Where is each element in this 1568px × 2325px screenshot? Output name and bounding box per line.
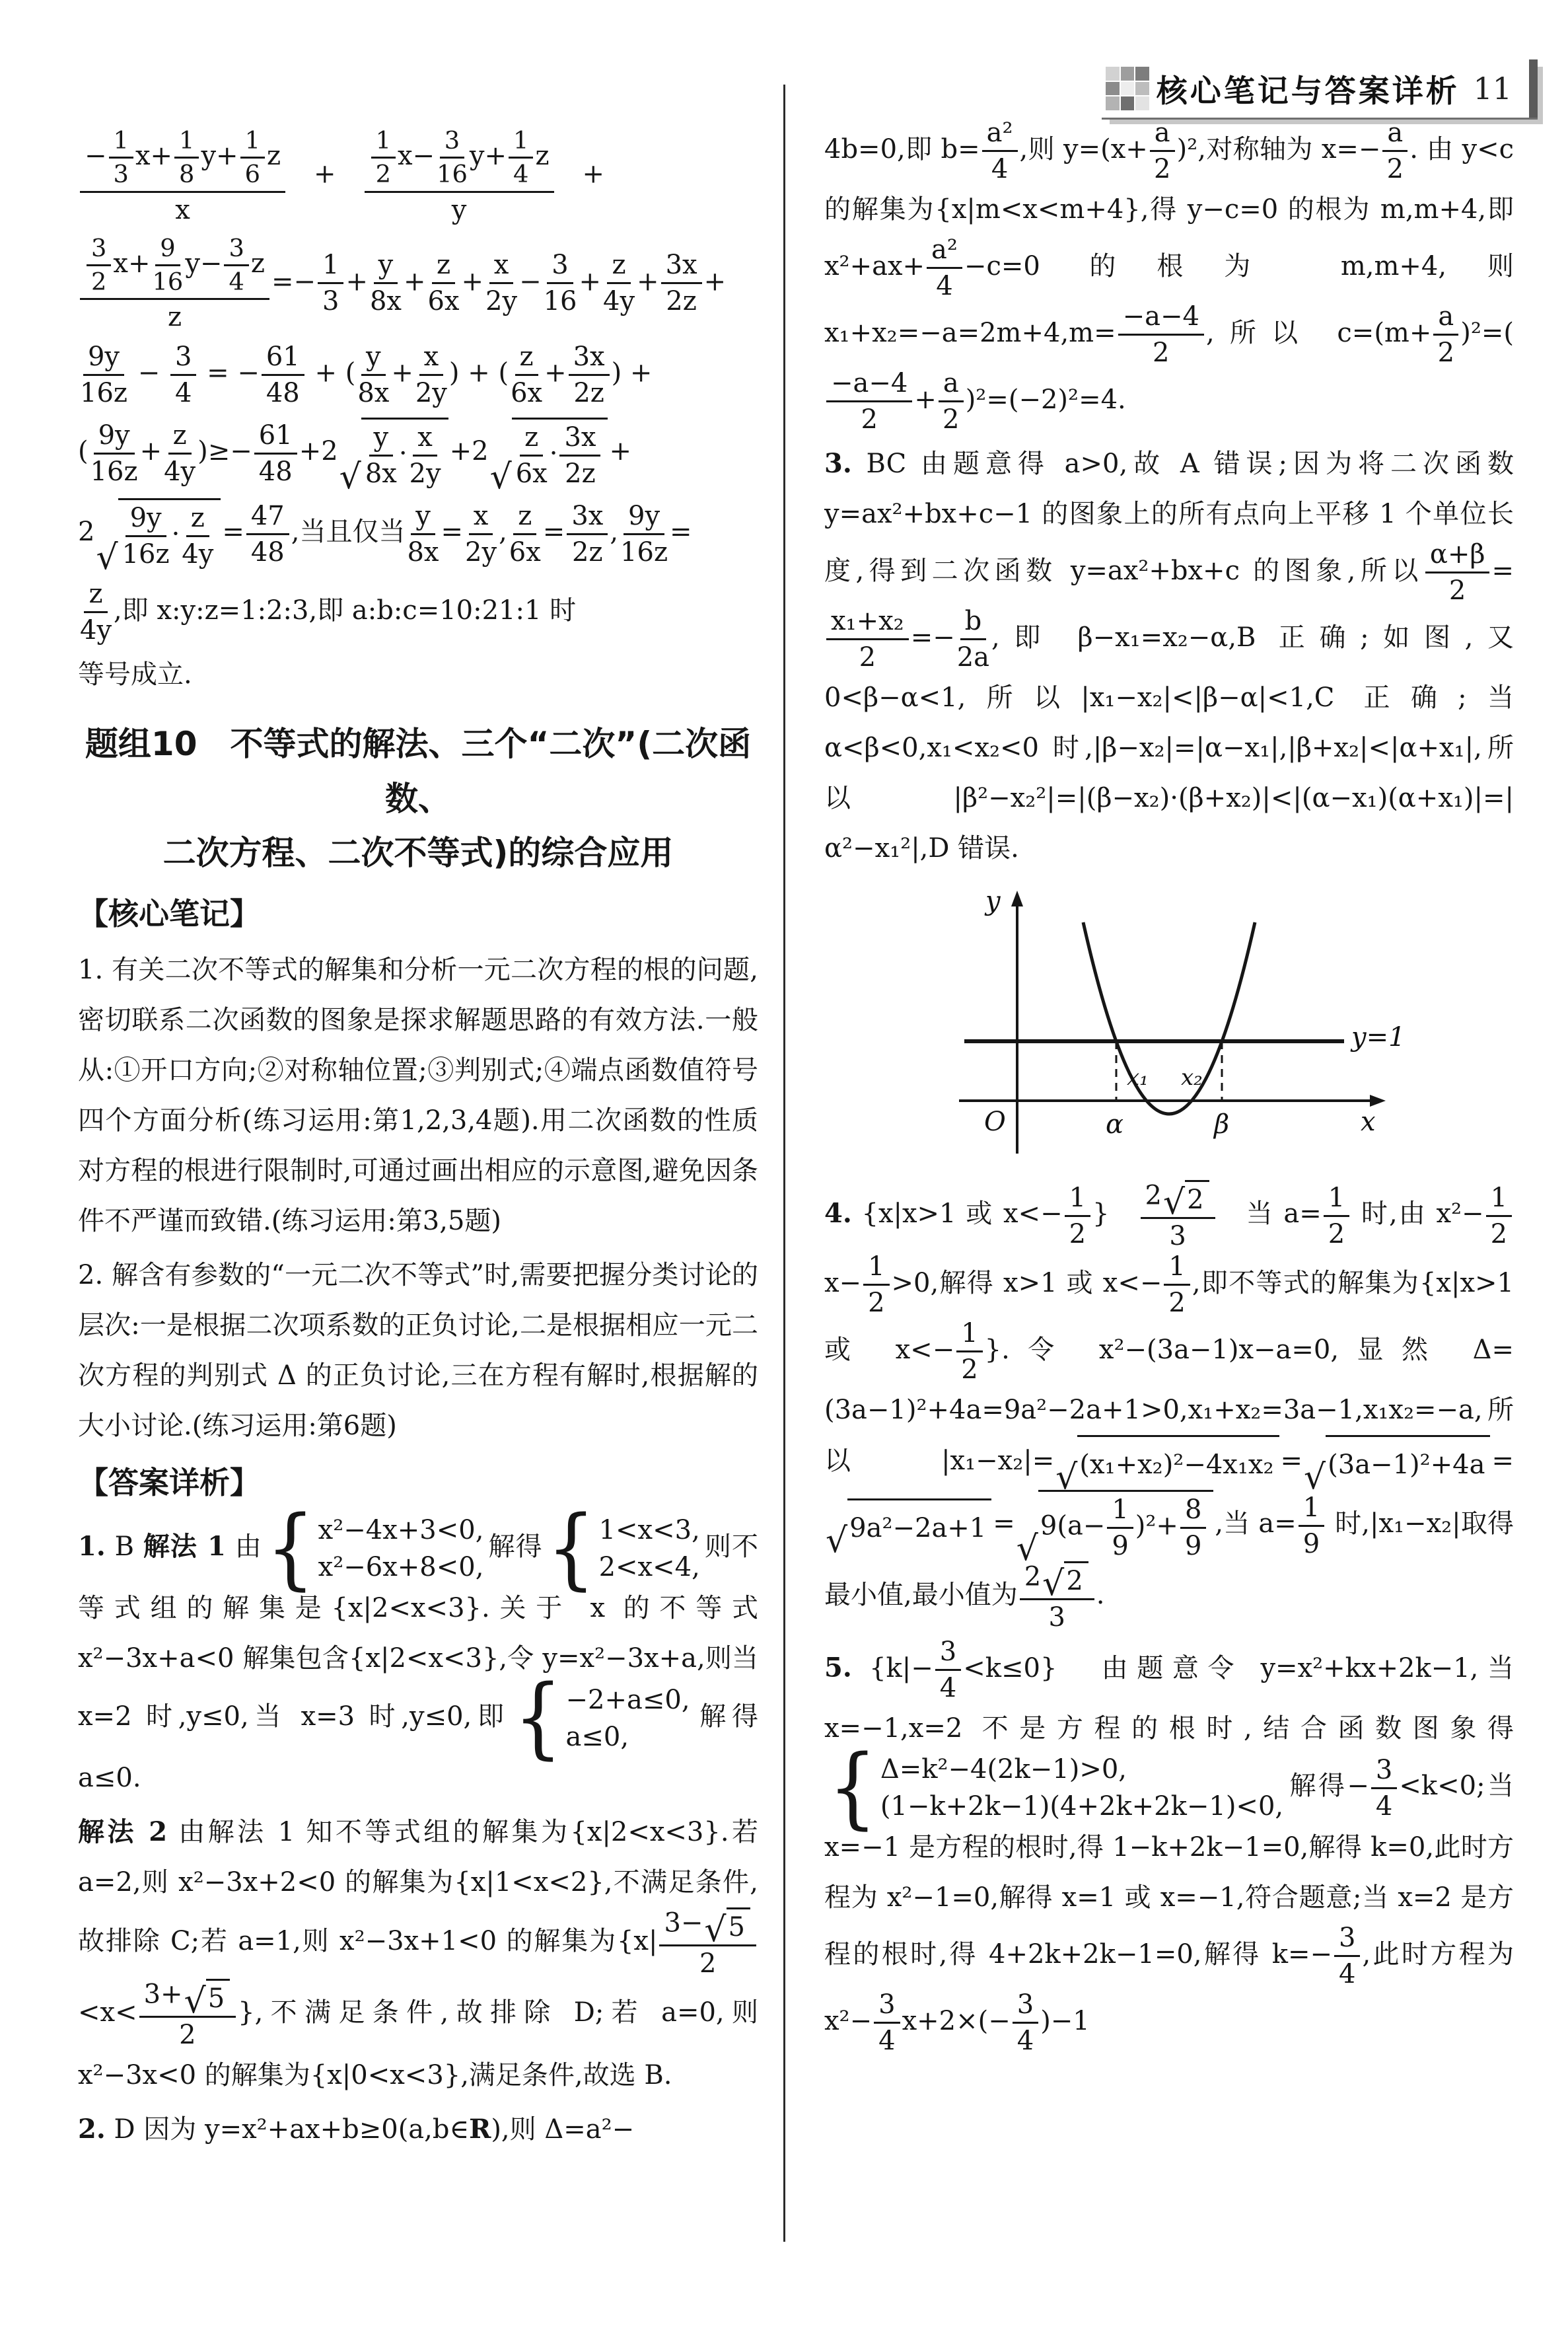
text-run: 由解法 1 知不等式组的解集为{x|2<x<3}.若 a=2,则 x²−3x+2<0 的解集为{x|1<x<2},不满足条件,故排除 C;若 a=1,则 x²−3x+1<0 的解集为{x| 3− √ 5 2 <x< 3+ √ 5 2 },不满足条件,故排除 D;若 a=0,则 x²−3x<0 的解集为{x|0<x<3},满足条件,故选 B. xyxy=(78,1816,758,2090)
left-column xyxy=(78,118,758,2159)
paragraph xyxy=(78,1250,758,1451)
section-heading: 题组10 不等式的解法、三个“二次”(二次函数、 二次方程、二次不等式)的综合应用 xyxy=(85,725,752,873)
label-x2: x₂ xyxy=(1181,1064,1203,1091)
text-run: 1. 有关二次不等式的解集和分析一元二次方程的根的问题,密切联系二次函数的图象是探求解题思路的有效方法.一般从:①开口方向;②对称轴位置;③判别式;④端点函数值符号四个方面分析(练习运用:第1,2,3,4题).用二次函数的性质对方程的根进行限制时,可通过画出相应的示意图,避免因条件不严谨而致错.(练习运用:第3,5题) xyxy=(78,955,758,1237)
text-run: B xyxy=(105,1532,143,1563)
bold-run: R xyxy=(469,2113,491,2145)
subsection-label: 【答案详析】 xyxy=(78,1465,260,1501)
text-run: 4b=0,即 b= $\frac{\text{a²}}{4}$ ,则 y=(x+ $\frac{a}{2}$ )²,对称轴为 x=− $\frac{a}{2}$ . 由 y<c 的解集为{x|m<x<m+4},得 y−c=0 的根为 m,m+4,即 x²+ax+ $\frac{\text{a²}}{4}$ −c=0 的根为 m,m+4,则 x₁+x₂=−a=2m+4,m= $\frac{-a-4}{2}$ ,所以 c=(m+ $\frac{a}{2}$ )²=( $\frac{-a-4}{2}$ + $\frac{a}{2}$ )²=(−2)²=4. xyxy=(824,118,1514,435)
text-run: BC 由题意得 a>0,故 A 错误;因为将二次函数 y=ax²+bx+c−1 的图象上的所有点向上平移 1 个单位长度,得到二次函数 y=ax²+bx+c 的图象,所以 $\frac{\alpha+\beta}{2}$ = $\frac{\text{x₁+x₂}}{2}$ =− $\frac{b}{2a}$ ,即 β−x₁=x₂−α,B 正确;如图,又 0<β−α<1,所以|x₁−x₂|<|β−α|<1,C 正确;当 α<β<0,x₁<x₂<0 时,|β−x₂|=|α−x₁|,|β+x₂|<|α+x₁|,所以|β²−x₂²|=|(β−x₂)·(β+x₂)|<|(α−x₁)(α+x₁)|=|α²−x₁²|,D 错误. xyxy=(824,449,1514,864)
label-line-y1: y=1 xyxy=(1351,1022,1406,1052)
page-header xyxy=(1102,59,1538,120)
paragraph xyxy=(824,439,1514,873)
bold-run: 5. xyxy=(824,1652,852,1683)
paragraph xyxy=(824,1637,1514,2056)
text-run: $\frac{z}{4y}$ ,即 x:y:z=1:2:3,即 a:b:c=10:21:1 时 xyxy=(80,579,577,646)
bold-run: 4. xyxy=(824,1198,852,1229)
header-end-bar xyxy=(1529,59,1538,118)
paragraph xyxy=(78,945,758,1246)
page-number: 11 xyxy=(1473,71,1512,106)
paragraph xyxy=(78,1496,759,1803)
column-divider xyxy=(783,85,785,2242)
paragraph xyxy=(824,118,1514,435)
bold-run: 3. xyxy=(824,448,852,479)
math-line: $\frac{9y}{16z}$ − $\frac{3}{4}$ = − $\frac{61}{48}$ + ( $\frac{y}{8x}$ + $\frac{x}{2y}$ ) + ( $\frac{z}{6x}$ + $\frac{3x}{2z}$ ) + xyxy=(80,342,653,409)
checker-logo-icon xyxy=(1106,67,1149,110)
text-run: 2. 解含有参数的“一元二次不等式”时,需要把握分类讨论的层次:一是根据二次项系数的正负讨论,二是根据相应一元二次方程的判别式 Δ 的正负讨论,三在方程有解时,根据解的大小讨论.(练习运用:第6题) xyxy=(78,1260,758,1442)
math-line: − $\frac{1}{3}$ x+ $\frac{1}{8}$ y+ $\frac{1}{6}$ z x + $\frac{1}{2}$ x− $\frac{3}{16}$ y+ $\frac{1}{4}$ z y + xyxy=(78,127,758,225)
bold-run: 1. xyxy=(78,1531,106,1563)
parabola-figure xyxy=(918,883,1420,1167)
right-column xyxy=(824,118,1514,2060)
bold-run: 解法 1 xyxy=(143,1531,226,1563)
paragraph xyxy=(78,579,758,646)
header-title: 核心笔记与答案详析 xyxy=(1156,73,1460,110)
text-run: 等号成立. xyxy=(78,659,192,690)
paragraph xyxy=(824,1180,1514,1633)
label-alpha: α xyxy=(1106,1109,1124,1140)
parabola-curve xyxy=(1083,922,1255,1114)
text-run: {x|x>1 或 x<− $\frac{1}{2}$ } 2 √ 2 3 当 a= $\frac{1}{2}$ 时,由 x²− $\frac{1}{2}$ x− $\frac{1}{2}$ >0,解得 x>1 或 x<− $\frac{1}{2}$ ,即不等式的解集为{x|x>1 或 x<− $\frac{1}{2}$ }.令 x²−(3a−1)x−a=0,显然 Δ=(3a−1)²+4a=9a²−2a+1>0,x₁+x₂=3a−1,x₁x₂=−a,所以|x₁−x₂|= √ (x₁+x₂)²−4x₁x₂ = √ (3a−1)²+4a = √ 9a²−2a+1 = √ 9(a− $\frac{1}{9}$ )²+ $\frac{8}{9}$ ,当 a= $\frac{1}{9}$ 时,|x₁−x₂|取得最小值,最小值为 2 √ 2 3 . xyxy=(824,1180,1514,1633)
text-run: D 因为 y=x²+ax+b≥0(a,b∈ xyxy=(105,2114,470,2145)
paragraph xyxy=(78,2104,758,2155)
y-axis-arrow-icon xyxy=(1011,891,1023,906)
paragraph xyxy=(78,649,758,700)
label-beta: β xyxy=(1214,1109,1230,1140)
x-axis-arrow-icon xyxy=(1370,1095,1386,1107)
subsection-label: 【核心笔记】 xyxy=(78,895,260,932)
label-x-axis: x xyxy=(1361,1107,1376,1137)
bold-run: 解法 2 xyxy=(78,1816,168,1847)
label-x1: x₁ xyxy=(1127,1064,1149,1091)
math-line: ( $\frac{9y}{16z}$ + $\frac{z}{4y}$ )≥− $\frac{61}{48}$ +2 √ $\frac{y}{8x}$ · $\frac{x}{2y}$ +2 √ $\frac{z}{6x}$ · $\frac{3x}{2z}$ + xyxy=(78,418,758,489)
label-y-axis: y xyxy=(985,886,1001,916)
text-run: 由 { x²−4x+3<0, x²−6x+8<0, 解得 { 1<x<3, 2<x<4, 则不等式组的解集是{x|2<x<3}.关于 x 的不等式 x²−3x+a<0 解集包含{x|2<x<3},令 y=x²−3x+a,则当 x=2 时,y≤0,当 x=3 时,y≤0,即 { −2+a≤0, a≤0, 解得 a≤0. xyxy=(78,1496,759,1793)
text-run: {k|− $\frac{3}{4}$ <k≤0} 由题意令 y=x²+kx+2k−1,当 x=−1,x=2 不是方程的根时,结合函数图象得 { Δ=k²−4(2k−1)>0, (1−k+2k−1)(4+2k+2k−1)<0, 解得− $\frac{3}{4}$ <k<0;当 x=−1 是方程的根时,得 1−k+2k−1=0,解得 k=0,此时方程为 x²−1=0,解得 x=1 或 x=−1,符合题意;当 x=2 是方程的根时,得 4+2k+2k−1=0,解得 k=− $\frac{3}{4}$ ,此时方程为 x²− $\frac{3}{4}$ x+2×(− $\frac{3}{4}$ )−1 xyxy=(824,1637,1514,2057)
math-line: $\frac{3}{2}$ x+ $\frac{9}{16}$ y− $\frac{3}{4}$ z z =− $\frac{1}{3}$ + $\frac{y}{8x}$ + $\frac{z}{6x}$ + $\frac{x}{2y}$ − $\frac{3}{16}$ + $\frac{z}{4y}$ + $\frac{3x}{2z}$ + xyxy=(78,235,758,333)
text-run: ),则 Δ=a²− xyxy=(491,2114,635,2145)
label-origin: O xyxy=(984,1107,1006,1137)
bold-run: 2. xyxy=(78,2113,106,2145)
math-line: 2 √ $\frac{9y}{16z}$ · $\frac{z}{4y}$ = $\frac{47}{48}$ ,当且仅当 $\frac{y}{8x}$ = $\frac{x}{2y}$ , $\frac{z}{6x}$ = $\frac{3x}{2z}$ , $\frac{9y}{16z}$ = xyxy=(78,498,758,570)
paragraph xyxy=(78,1807,758,2100)
